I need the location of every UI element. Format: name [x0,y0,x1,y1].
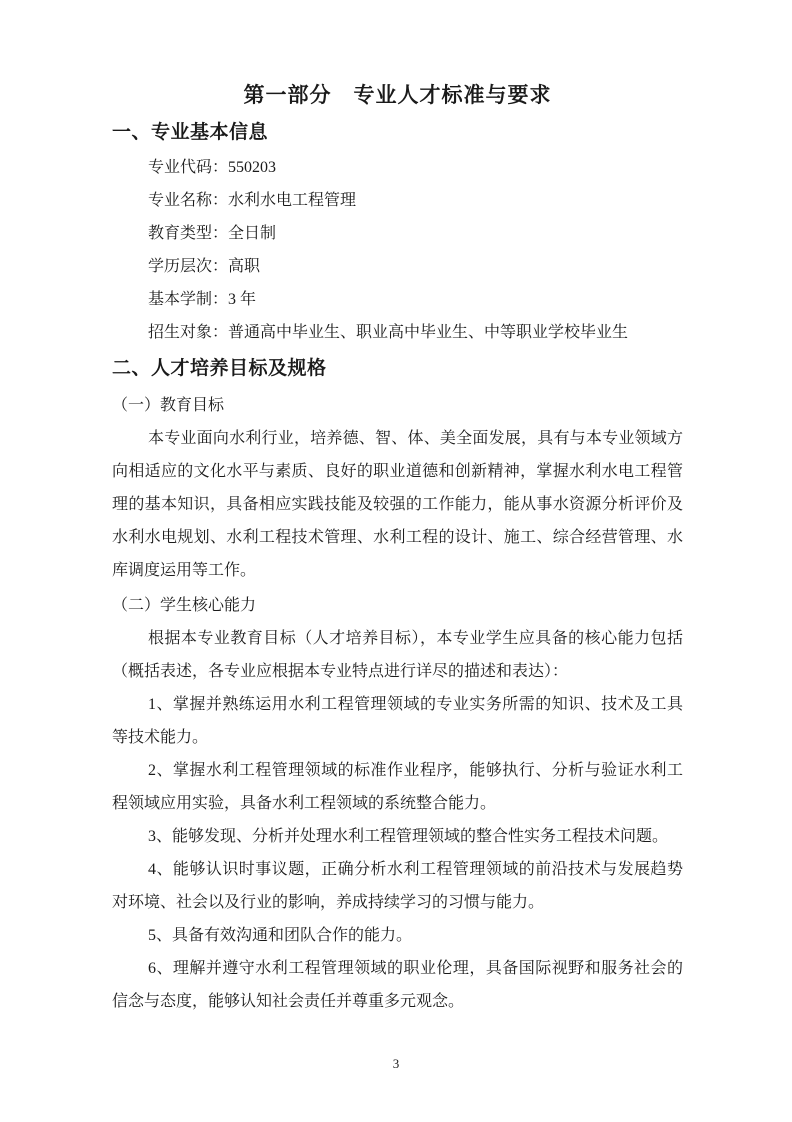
info-value: 普通高中毕业生、职业高中毕业生、中等职业学校毕业生 [228,324,629,341]
info-line-education-level [112,250,683,283]
info-value: 水利水电工程管理 [228,192,357,209]
info-label: 教育类型： [148,225,229,242]
section-heading-training-goals: 二、人才培养目标及规格 [112,358,327,379]
info-value: 全日制 [228,225,277,242]
info-label: 专业代码： [148,159,229,176]
education-goal-paragraph: 本专业面向水利行业，培养德、智、体、美全面发展，具有与本专业领域方向相适应的文化水平与素质、良好的职业道德和创新精神，掌握水利水电工程管理的基本知识，具备相应实践技能及较强的工作能力，能从事水资源分析评价及水利水电规划、水利工程技术管理、水利工程的设计、施工、综合经营管理、水库调度运用等工作。 [112,430,683,579]
info-label: 基本学制： [148,291,229,308]
info-label: 招生对象： [148,324,229,341]
info-label: 学历层次： [148,258,229,275]
basic-info-list [112,151,683,349]
info-line-major-code [112,151,683,184]
sub-heading-education-goal: （一）教育目标 [112,397,225,414]
info-line-enrollment-target [112,316,683,349]
page-number: 3 [392,1056,400,1071]
document-title: 第一部分 专业人才标准与要求 [243,84,552,107]
info-value: 550203 [228,159,277,176]
sub-heading-core-competency: （二）学生核心能力 [112,597,257,614]
section-heading-basic-info: 一、专业基本信息 [112,122,269,143]
info-line-study-length [112,283,683,316]
info-line-major-name [112,184,683,217]
core-competency-item-2: 2、掌握水利工程管理领域的标准作业程序，能够执行、分析与验证水利工程领域应用实验，具备水利工程领域的系统整合能力。 [112,762,683,812]
info-value: 3 年 [228,291,257,308]
core-competency-intro: 根据本专业教育目标（人才培养目标），本专业学生应具备的核心能力包括（概括表述，各专业应根据本专业特点进行详尽的描述和表达）： [112,630,683,680]
core-competency-item-4: 4、能够认识时事议题，正确分析水利工程管理领域的前沿技术与发展趋势对环境、社会以及行业的影响，养成持续学习的习惯与能力。 [112,861,683,911]
core-competency-item-3: 3、能够发现、分析并处理水利工程管理领域的整合性实务工程技术问题。 [148,828,669,845]
core-competency-item-5: 5、具备有效沟通和团队合作的能力。 [148,927,413,944]
info-value: 高职 [228,258,261,275]
info-line-education-type [112,217,683,250]
core-competency-item-6: 6、理解并遵守水利工程管理领域的职业伦理，具备国际视野和服务社会的信念与态度，能够认知社会责任并尊重多元观念。 [112,960,683,1010]
core-competency-item-1: 1、掌握并熟练运用水利工程管理领域的专业实务所需的知识、技术及工具等技术能力。 [112,696,683,746]
info-label: 专业名称： [148,192,229,209]
